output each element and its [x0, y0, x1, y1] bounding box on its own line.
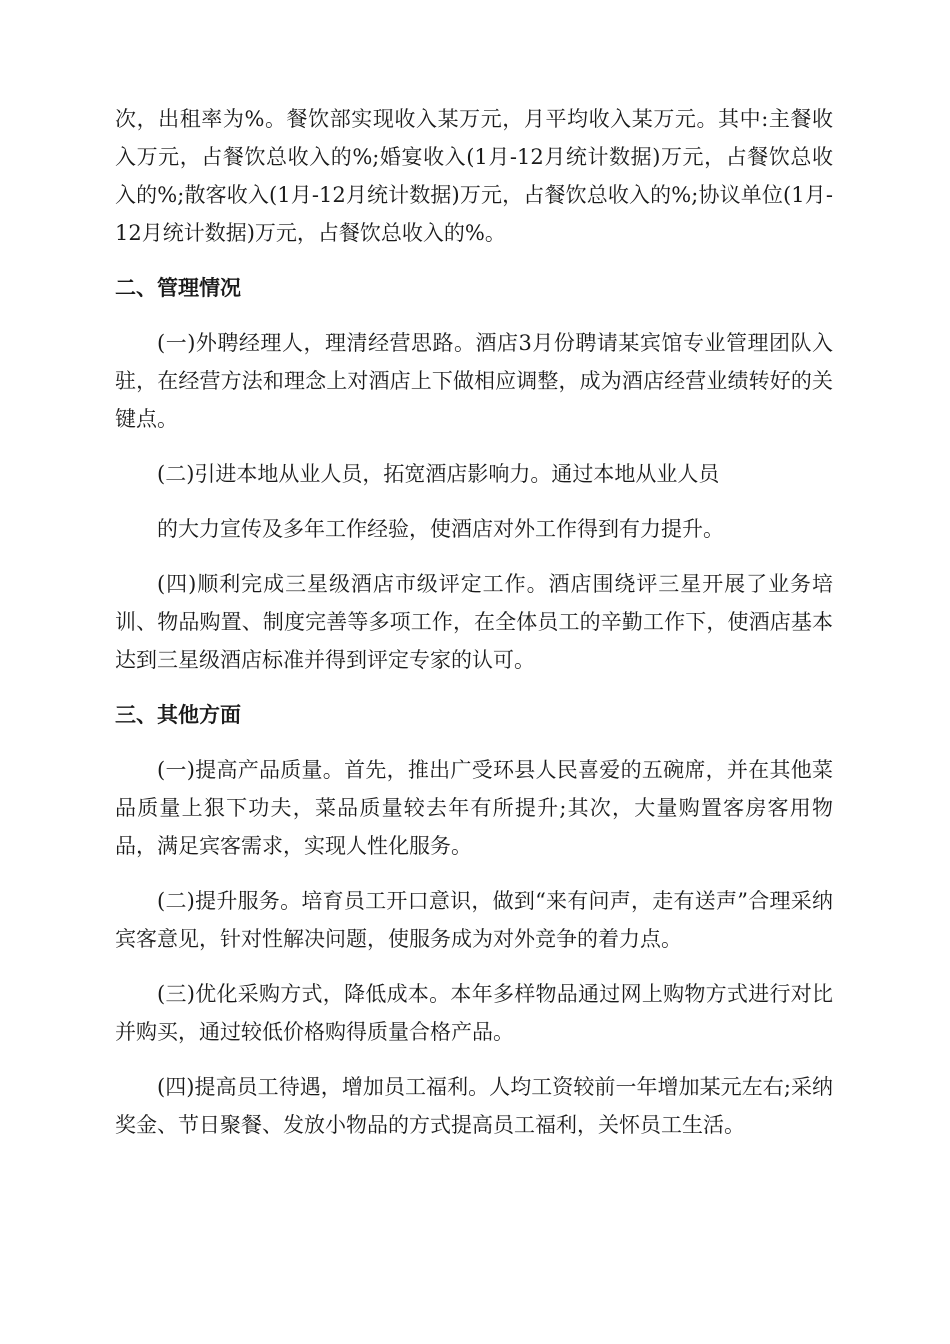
other-item-2: (二)提升服务。培育员工开口意识，做到“来有问声，走有送声”合理采纳宾客意见，针对性解决问题，使服务成为对外竞争的着力点。: [115, 889, 833, 951]
management-item-1: (一)外聘经理人，理清经营思路。酒店3月份聘请某宾馆专业管理团队入驻，在经营方法和理念上对酒店上下做相应调整，成为酒店经营业绩转好的关键点。: [115, 331, 833, 431]
section-heading-other: 三、其他方面: [115, 703, 241, 727]
other-item-4: (四)提高员工待遇，增加员工福利。人均工资较前一年增加某元左右;采纳奖金、节日聚餐、发放小物品的方式提高员工福利，关怀员工生活。: [115, 1075, 833, 1137]
other-item-1: (一)提高产品质量。首先，推出广受环县人民喜爱的五碗席，并在其他菜品质量上狠下功夫，菜品质量较去年有所提升;其次，大量购置客房客用物品，满足宾客需求，实现人性化服务。: [115, 758, 833, 858]
section-heading-management: 二、管理情况: [115, 276, 241, 300]
other-item-3: (三)优化采购方式，降低成本。本年多样物品通过网上购物方式进行对比并购买，通过较低价格购得质量合格产品。: [115, 982, 833, 1044]
management-item-4: (四)顺利完成三星级酒店市级评定工作。酒店围绕评三星开展了业务培训、物品购置、制度完善等多项工作，在全体员工的辛勤工作下，使酒店基本达到三星级酒店标准并得到评定专家的认可。: [115, 572, 833, 672]
intro-paragraph: 次，出租率为%。餐饮部实现收入某万元，月平均收入某万元。其中:主餐收入万元，占餐饮总收入的%;婚宴收入(1月-12月统计数据)万元，占餐饮总收入的%;散客收入(1月-12月统计数据)万元，占餐饮总收入的%;协议单位(1月-12月统计数据)万元，占餐饮总收入的%。: [115, 107, 833, 245]
management-item-2-continuation: 的大力宣传及多年工作经验，使酒店对外工作得到有力提升。: [157, 517, 724, 541]
management-item-2: (二)引进本地从业人员，拓宽酒店影响力。通过本地从业人员: [157, 462, 720, 486]
document-page: [115, 100, 833, 1161]
